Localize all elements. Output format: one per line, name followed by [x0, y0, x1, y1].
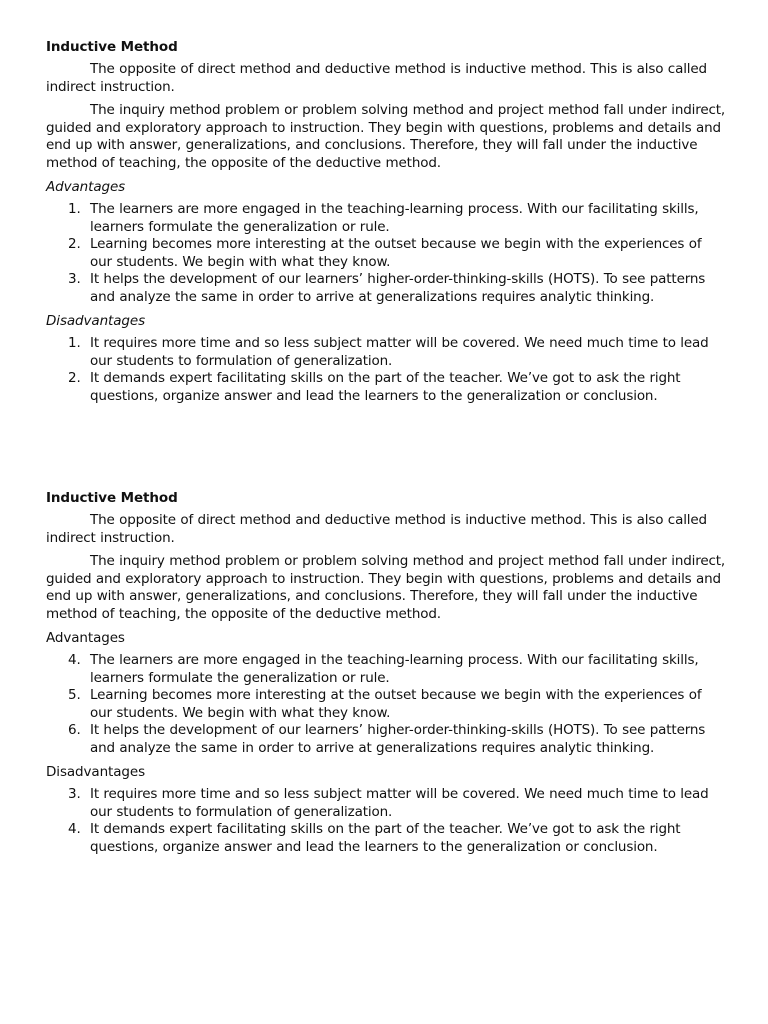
- section-inductive-method-1: [46, 38, 726, 411]
- paragraph-intro: The opposite of direct method and deductive method is inductive method. This is also called indirect instruction.: [46, 61, 707, 95]
- list-number: 4.: [68, 821, 81, 837]
- list-number: 5.: [68, 687, 81, 703]
- list-item: [46, 786, 726, 821]
- list-number: 6.: [68, 722, 81, 738]
- paragraph-body: The inquiry method problem or problem solving method and project method fall under indirect, guided and exploratory approach to instruction. They begin with questions, problems and details and end up with answer, generalizations, and conclusions. Therefore, they will fall under the inductive method of teaching, the opposite of the deductive method.: [46, 102, 726, 171]
- advantages-list: [46, 652, 726, 757]
- list-text: It demands expert facilitating skills on the part of the teacher. We’ve got to ask the right questions, organize answer and lead the learners to the generalization or conclusion.: [90, 821, 681, 855]
- list-text: The learners are more engaged in the teaching-learning process. With our facilitating skills, learners formulate the generalization or rule.: [90, 201, 699, 235]
- list-number: 4.: [68, 652, 81, 668]
- list-text: It helps the development of our learners’ higher-order-thinking-skills (HOTS). To see patterns and analyze the same in order to arrive at generalizations requires analytic thinking.: [90, 271, 706, 305]
- list-number: 1.: [68, 335, 81, 351]
- list-text: It requires more time and so less subject matter will be covered. We need much time to lead our students to formulation of generalization.: [90, 335, 709, 369]
- disadvantages-list: [46, 335, 726, 405]
- advantages-list: [46, 201, 726, 306]
- section-heading: Inductive Method: [46, 490, 178, 506]
- list-item: [46, 821, 726, 856]
- disadvantages-list: [46, 786, 726, 856]
- advantages-label: Advantages: [46, 179, 126, 195]
- advantages-label: Advantages: [46, 630, 125, 646]
- list-number: 1.: [68, 201, 81, 217]
- section-heading: Inductive Method: [46, 39, 178, 55]
- list-item: [46, 687, 726, 722]
- paragraph-intro: The opposite of direct method and deductive method is inductive method. This is also called indirect instruction.: [46, 512, 707, 546]
- list-item: [46, 236, 726, 271]
- list-item: [46, 652, 726, 687]
- list-item: [46, 201, 726, 236]
- list-item: [46, 722, 726, 757]
- list-text: Learning becomes more interesting at the outset because we begin with the experiences of our students. We begin with what they know.: [90, 236, 702, 270]
- paragraph-body: The inquiry method problem or problem solving method and project method fall under indirect, guided and exploratory approach to instruction. They begin with questions, problems and details and end up with answer, generalizations, and conclusions. Therefore, they will fall under the inductive method of teaching, the opposite of the deductive method.: [46, 553, 726, 622]
- list-item: [46, 370, 726, 405]
- list-item: [46, 271, 726, 306]
- list-item: [46, 335, 726, 370]
- list-number: 3.: [68, 271, 81, 287]
- list-number: 3.: [68, 786, 81, 802]
- list-text: It helps the development of our learners’ higher-order-thinking-skills (HOTS). To see patterns and analyze the same in order to arrive at generalizations requires analytic thinking.: [90, 722, 706, 756]
- list-number: 2.: [68, 370, 81, 386]
- list-text: Learning becomes more interesting at the outset because we begin with the experiences of our students. We begin with what they know.: [90, 687, 702, 721]
- list-text: It requires more time and so less subject matter will be covered. We need much time to lead our students to formulation of generalization.: [90, 786, 709, 820]
- disadvantages-label: Disadvantages: [46, 764, 146, 780]
- list-text: It demands expert facilitating skills on the part of the teacher. We’ve got to ask the right questions, organize answer and lead the learners to the generalization or conclusion.: [90, 370, 681, 404]
- list-text: The learners are more engaged in the teaching-learning process. With our facilitating skills, learners formulate the generalization or rule.: [90, 652, 699, 686]
- disadvantages-label: Disadvantages: [46, 313, 146, 329]
- list-number: 2.: [68, 236, 81, 252]
- section-inductive-method-2: [46, 489, 726, 862]
